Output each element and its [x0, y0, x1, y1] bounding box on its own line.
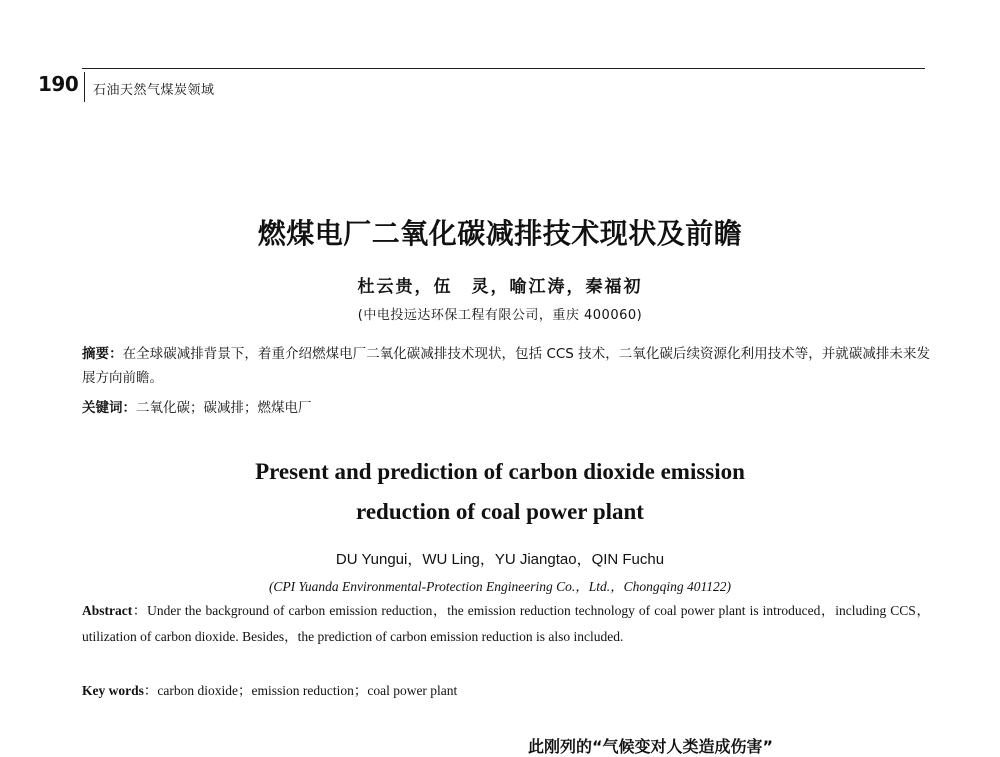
abstract-label-cn: 摘要：: [82, 346, 123, 362]
paper-title-en-line2: reduction of coal power plant: [356, 499, 644, 524]
authors-cn: 杜云贵，伍 灵，喻江涛，秦福初: [357, 277, 643, 297]
keywords-label-en: Key words: [82, 683, 144, 698]
abstract-text-cn: 在全球碳减排背景下，着重介绍燃煤电厂二氧化碳减排技术现状，包括 CCS 技术，二氧化碳后续资源化利用技术等，并就碳减排未来发展方向前瞻。: [82, 346, 930, 386]
truncated-body-text: 此刚列的“气候变对人类造成伤害”: [528, 737, 774, 756]
keywords-label-cn: 关键词：: [82, 400, 136, 416]
keywords-cn: [82, 396, 930, 416]
paper-title-en: [0, 452, 1000, 532]
abstract-en: [82, 598, 930, 650]
paper-title-en-line1: Present and prediction of carbon dioxide emission: [255, 459, 745, 484]
page-number: 190: [38, 72, 79, 96]
authors-en: DU Yungui，WU Ling，YU Jiangtao，QIN Fuchu: [335, 551, 665, 568]
header-divider: [84, 72, 85, 102]
abstract-text-en: ：Under the background of carbon emission reduction，the emission reduction technology of coal power plant is introduced，including CCS，utilization of carbon dioxide. Besides，the prediction of carbon emission reduction is also included.: [82, 603, 930, 644]
keywords-text-cn: 二氧化碳；碳减排；燃煤电厂: [136, 400, 312, 416]
header-rule: [82, 68, 925, 69]
paper-title-cn: 燃煤电厂二氧化碳减排技术现状及前瞻: [257, 217, 743, 250]
affiliation-cn: (中电投远达环保工程有限公司，重庆 400060): [357, 308, 643, 323]
abstract-cn: [82, 342, 930, 390]
keywords-text-en: ：carbon dioxide；emission reduction；coal power plant: [143, 683, 458, 698]
journal-section-label: 石油天然气煤炭领域: [93, 83, 215, 98]
affiliation-en: (CPI Yuanda Environmental-Protection Engineering Co.，Ltd.，Chongqing 401122): [268, 579, 732, 594]
keywords-en: [82, 679, 930, 699]
abstract-label-en: Abstract: [82, 603, 133, 618]
